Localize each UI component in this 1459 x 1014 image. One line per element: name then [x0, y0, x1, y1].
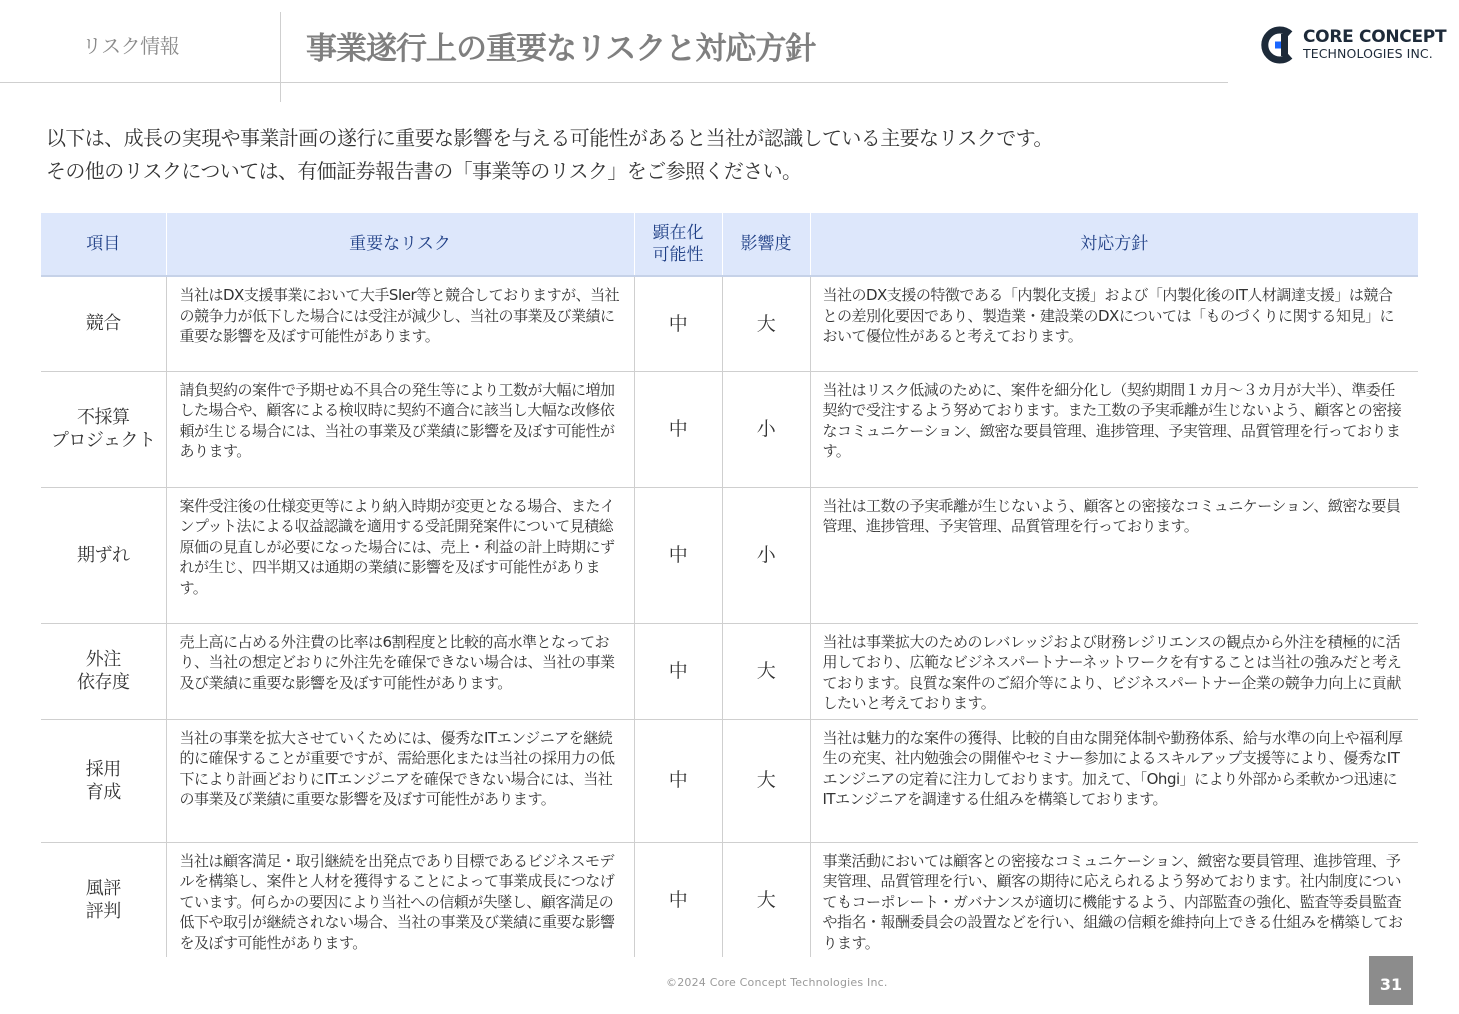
impact-cell: 大 [722, 719, 810, 842]
impact-cell: 大 [722, 623, 810, 719]
intro-line: その他のリスクについては、有価証券報告書の「事業等のリスク」をご参照ください。 [46, 159, 802, 183]
risk-item-label: 期ずれ [77, 544, 130, 566]
risk-description-cell: 当社の事業を拡大させていくためには、優秀なITエンジニアを継続的に確保することが重要ですが、需給悪化または当社の採用力の低下により計画どおりにITエンジニアを確保できない場合には、当社の事業及び業績に重要な影響を及ぼす可能性があります。 [166, 719, 634, 842]
header-response: 対応方針 [810, 213, 1418, 276]
intro-line: 以下は、成長の実現や事業計画の遂行に重要な影響を与える可能性があると当社が認識している主要なリスクです。 [46, 126, 1053, 150]
risk-item-label: プロジェクト [50, 430, 156, 451]
page-number: 31 [1369, 956, 1413, 1005]
likelihood-cell: 中 [634, 719, 722, 842]
logo-text-primary: CORE CONCEPT [1303, 27, 1447, 47]
impact-cell: 大 [722, 276, 810, 371]
response-cell: 当社は工数の予実乖離が生じないよう、顧客との密接なコミュニケーション、緻密な要員管理、進捗管理、予実管理、品質管理を行っております。 [810, 487, 1418, 623]
risk-item-cell [41, 276, 166, 371]
response-cell: 当社は魅力的な案件の獲得、比較的自由な開発体制や勤務体系、給与水準の向上や福利厚生の充実、社内勉強会の開催やセミナー参加によるスキルアップ支援等により、優秀なITエンジニアの定着に注力しております。加えて、「Ohgi」により外部から柔軟かつ迅速にITエンジニアを調達する仕組みを構築しております。 [810, 719, 1418, 842]
header-likelihood [634, 213, 722, 276]
table-row [41, 487, 1418, 623]
likelihood-cell: 中 [634, 487, 722, 623]
intro-text [46, 122, 1053, 188]
risk-description-cell: 案件受注後の仕様変更等により納入時期が変更となる場合、またインプット法による収益認識を適用する受託開発案件について見積総原価の見直しが必要になった場合には、売上・利益の計上時期にずれが生じ、四半期又は通期の業績に影響を及ぼす可能性があります。 [166, 487, 634, 623]
risk-description-cell: 当社はDX支援事業において大手SIer等と競合しておりますが、当社の競争力が低下した場合には受注が減少し、当社の事業及び業績に重要な影響を及ぼす可能性があります。 [166, 276, 634, 371]
header-divider [280, 12, 281, 102]
risk-description-cell: 請負契約の案件で予期せぬ不具合の発生等により工数が大幅に増加した場合や、顧客による検収時に契約不適合に該当し大幅な改修依頼が生じる場合には、当社の事業及び業績に影響を及ぼす可能性があります。 [166, 371, 634, 487]
impact-cell: 小 [722, 371, 810, 487]
table-row [41, 842, 1418, 957]
likelihood-cell: 中 [634, 276, 722, 371]
response-cell: 当社のDX支援の特徴である「内製化支援」および「内製化後のIT人材調達支援」は競合との差別化要因であり、製造業・建設業のDXについては「ものづくりに関する知見」において優位性があると考えております。 [810, 276, 1418, 371]
risk-item-label: 採用 [85, 758, 121, 780]
logo-mark-icon [1256, 24, 1298, 66]
header-risk: 重要なリスク [166, 213, 634, 276]
risk-item-cell [41, 371, 166, 487]
header-rule [0, 82, 1228, 83]
risk-item-label: 育成 [85, 781, 121, 803]
risk-item-label: 競合 [85, 313, 121, 335]
table-header-row [41, 213, 1418, 276]
response-cell: 当社は事業拡大のためのレバレッジおよび財務レジリエンスの観点から外注を積極的に活用しており、広範なビジネスパートナーネットワークを有することは当社の強みだと考えております。良質な案件のご紹介等により、ビジネスパートナー企業の競争力向上に貢献したいと考えております。 [810, 623, 1418, 719]
response-cell: 事業活動においては顧客との密接なコミュニケーション、緻密な要員管理、進捗管理、予実管理、品質管理を行い、顧客の期待に応えられるよう努めております。社内制度についてもコーポレート・ガバナンスが適切に機能するよう、内部監査の強化、監査等委員監査や指名・報酬委員会の設置などを行い、組織の信頼を維持向上できる仕組みを構築しております。 [810, 842, 1418, 957]
impact-cell: 大 [722, 842, 810, 957]
header-likelihood-line: 顕在化 [652, 223, 704, 243]
table-row [41, 371, 1418, 487]
header-likelihood-line: 可能性 [652, 245, 704, 265]
risk-item-label: 依存度 [77, 672, 130, 693]
risk-description-cell: 当社は顧客満足・取引継続を出発点であり目標であるビジネスモデルを構築し、案件と人材を獲得することによって事業成長につなげています。何らかの要因により当社への信頼が失墜し、顧客満足の低下や取引が継続されない場合、当社の事業及び業績に重要な影響を及ぼす可能性があります。 [166, 842, 634, 957]
table-row [41, 623, 1418, 719]
response-cell: 当社はリスク低減のために、案件を細分化し（契約期間１カ月～３カ月が大半）、準委任契約で受注するよう努めております。また工数の予実乖離が生じないよう、顧客との密接なコミュニケーション、緻密な要員管理、進捗管理、予実管理、品質管理を行っております。 [810, 371, 1418, 487]
risk-item-label: 評判 [85, 900, 121, 922]
risk-item-cell [41, 487, 166, 623]
company-logo [1256, 24, 1452, 66]
risk-item-cell [41, 719, 166, 842]
header-item: 項目 [41, 213, 166, 276]
section-label: リスク情報 [82, 34, 180, 58]
risk-description-cell: 売上高に占める外注費の比率は6割程度と比較的高水準となっており、当社の想定どおりに外注先を確保できない場合は、当社の事業及び業績に重要な影響を及ぼす可能性があります。 [166, 623, 634, 719]
table-row [41, 276, 1418, 371]
likelihood-cell: 中 [634, 842, 722, 957]
risk-item-cell [41, 842, 166, 957]
footer-copyright: ©2024 Core Concept Technologies Inc. [666, 976, 888, 989]
logo-text-secondary: TECHNOLOGIES INC. [1303, 46, 1433, 61]
header-impact: 影響度 [722, 213, 810, 276]
risk-item-label: 外注 [85, 649, 121, 670]
likelihood-cell: 中 [634, 623, 722, 719]
impact-cell: 小 [722, 487, 810, 623]
risk-item-label: 風評 [85, 877, 121, 899]
table-row [41, 719, 1418, 842]
risk-item-cell [41, 623, 166, 719]
likelihood-cell: 中 [634, 371, 722, 487]
page-title: 事業遂行上の重要なリスクと対応方針 [306, 31, 816, 67]
risk-item-label: 不採算 [77, 407, 130, 428]
risk-table [41, 213, 1418, 957]
